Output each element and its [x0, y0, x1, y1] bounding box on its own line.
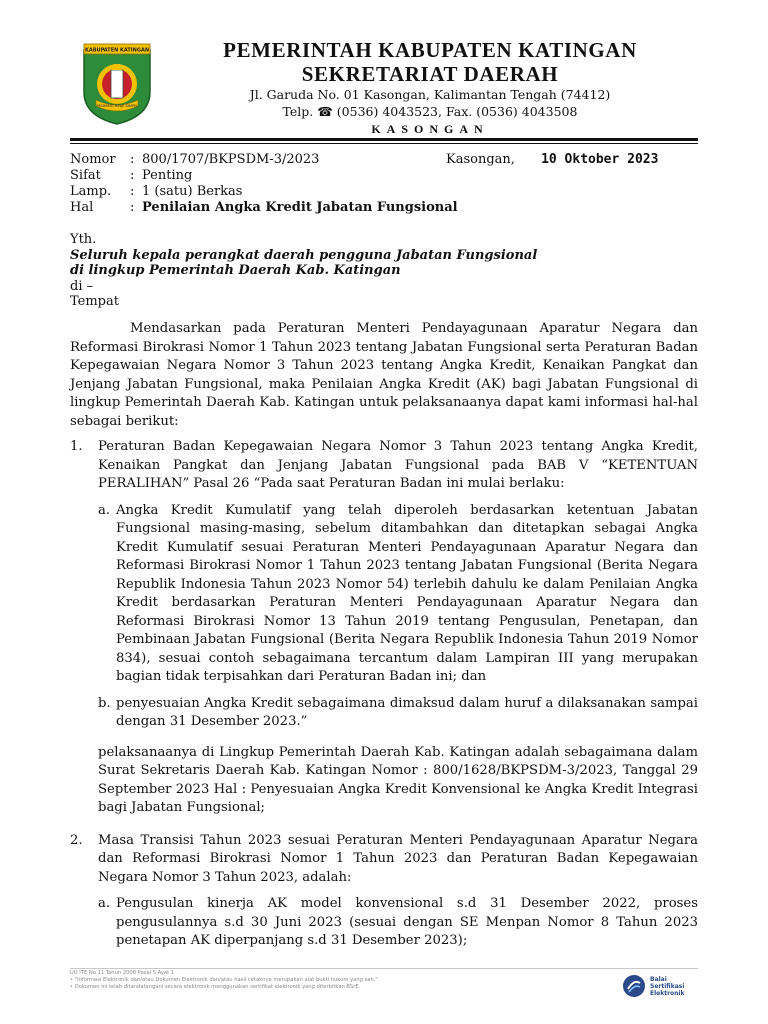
list-item-2: [70, 832, 698, 888]
sublist-item-2a-text: Pengusulan kinerja AK model konvensional s.d 31 Desember 2022, proses pengusulannya s.d 30 Juni 2023 (sesuai dengan SE Menpan Nomor 8 Tahun 2023 penetapan AK diperpanjang s.d 31 Desember 2023);: [116, 896, 698, 948]
list-number: 1.: [70, 439, 83, 454]
list-item-2-text: Masa Transisi Tahun 2023 sesuai Peraturan Menteri Pendayagunaan Aparatur Negara dan Reformasi Birokrasi Nomor 1 Tahun 2023 dan Peraturan Badan Kepegawaian Negara Nomor 3 Tahun 2023, adalah:: [98, 832, 698, 885]
sublist-2: [98, 895, 698, 951]
bse-badge: [622, 974, 684, 998]
footer-note-esign: • Dokumen ini telah ditandatangani secara elektronik menggunakan sertifikat elektronik yang diterbitkan BSrE.: [70, 984, 361, 990]
footer-divider: [70, 968, 698, 969]
meta-row-lampiran: [70, 184, 698, 200]
header-divider-thin: [70, 143, 698, 144]
letter-date: [446, 152, 658, 168]
sifat-value: Penting: [142, 168, 193, 183]
bse-line-2: Sertifikasi: [650, 982, 685, 990]
sublist-letter: a.: [98, 896, 111, 911]
date-place: Kasongan,: [446, 152, 515, 167]
meta-row-sifat: [70, 168, 698, 184]
recipient-di: di –: [70, 278, 94, 294]
lampiran-value: 1 (satu) Berkas: [142, 184, 243, 199]
bse-line-1: Balai: [650, 975, 667, 983]
recipient-place: Tempat: [70, 294, 119, 309]
intro-paragraph: Mendasarkan pada Peraturan Menteri Pendayagunaan Aparatur Negara dan Reformasi Birokrasi Nomor 1 Tahun 2023 tentang Jabatan Fungsional serta Peraturan Badan Kepegawaian Negara Nomor 3 Tahun 2023 tentang Angka Kredit, Kenaikan Pangkat dan Jenjang Jabatan Fungsional, maka Penilaian Angka Kredit (AK) bagi Jabatan Fungsional di lingkup Pemerintah Daerah Kab. Katingan untuk pelaksanaanya dapat kami informasi hal-hal sebagai berikut:: [70, 321, 698, 429]
letterhead: [170, 38, 690, 138]
logo-label: KABUPATEN KATINGAN: [84, 47, 150, 54]
nomor-label: Nomor: [70, 152, 116, 167]
list-item-1: [70, 438, 698, 494]
recipient-line-1: Seluruh kepala perangkat daerah pengguna Jabatan Fungsional: [70, 247, 538, 263]
footer-note-esign-text: Dokumen ini telah ditandatangani secara elektronik menggunakan sertifikat elektronik yang diterbitkan BSrE.: [74, 984, 361, 990]
sublist-item-2a: [98, 895, 698, 951]
footer-note-quote-text: "Informasi Elektronik dan/atau Dokumen Elektronik dan/atau hasil cetaknya merupakan alat bukti hukum yang sah.": [74, 977, 378, 983]
recipient-block: [70, 232, 537, 310]
nomor-value: 800/1707/BKPSDM-3/2023: [142, 152, 320, 167]
sifat-label: Sifat: [70, 168, 101, 183]
government-title: PEMERINTAH KABUPATEN KATINGAN: [223, 38, 637, 62]
colon: :: [130, 168, 135, 183]
recipient-line-2: di lingkup Pemerintah Daerah Kab. Katingan: [70, 263, 401, 278]
sublist-letter: a.: [98, 502, 111, 518]
katingan-regency-emblem: [78, 40, 156, 126]
phone-fax-line: Telp. ☎ (0536) 4043523, Fax. (0536) 4043508: [282, 104, 578, 119]
colon: :: [130, 184, 135, 199]
bse-logo-icon: [622, 974, 646, 998]
letter-body: [70, 320, 698, 951]
secretariat-title: SEKRETARIAT DAERAH: [301, 62, 559, 86]
header-divider-thick: [70, 138, 698, 141]
bse-label: [650, 976, 684, 997]
meta-row-hal: [70, 200, 698, 216]
sublist-item-1a: [98, 502, 698, 687]
yth-label: Yth.: [70, 232, 97, 247]
footer-note-quote: • "Informasi Elektronik dan/atau Dokumen Elektronik dan/atau hasil cetaknya merupakan alat bukti hukum yang sah.": [70, 977, 378, 983]
bse-line-3: Elektronik: [650, 989, 685, 997]
hal-value: Penilaian Angka Kredit Jabatan Fungsional: [142, 200, 458, 215]
address-line: Jl. Garuda No. 01 Kasongan, Kalimantan Tengah (74412): [249, 87, 611, 102]
town-name: KASONGAN: [371, 122, 489, 136]
sublist-letter: b.: [98, 695, 111, 711]
list-item-1-continuation: pelaksanaanya di Lingkup Pemerintah Daerah Kab. Katingan adalah sebagaimana dalam Surat Sekretaris Daerah Kab. Katingan Nomor : 800/1628/BKPSDM-3/2023, Tanggal 29 September 2023 Hal : Penyesuaian Angka Kredit Konvensional ke Angka Kredit Integrasi bagi Jabatan Fungsional;: [98, 744, 698, 815]
sublist-item-1a-text: Angka Kredit Kumulatif yang telah diperoleh berdasarkan ketentuan Jabatan Fungsional masing-masing, sebelum ditambahkan dan ditetapkan sebagai Angka Kredit Kumulatif sesuai Peraturan Menteri Pendayagunaan Aparatur Negara dan Reformasi Birokrasi Nomor 1 Tahun 2023 tentang Jabatan Fungsional (Berita Negara Republik Indonesia Tahun 2023 Nomor 54) terlebih dahulu ke dalam Penilaian Angka Kredit berdasarkan Peraturan Menteri Pendayagunaan Aparatur Negara dan Reformasi Birokrasi Nomor 13 Tahun 2019 tentang Pengusulan, Penetapan, dan Pembinaan Jabatan Fungsional (Berita Negara Republik Indonesia Tahun 2019 Nomor 834), sesuai contoh sebagaimana tercantum dalam Lampiran III yang merupakan bagian tidak terpisahkan dari Peraturan Badan ini; dan: [116, 502, 698, 684]
colon: :: [130, 200, 135, 215]
logo-motto: PENYANG HINJE SIMPEI: [96, 104, 138, 108]
sublist-item-1b: [98, 695, 698, 732]
footer-note-law: UU ITE No 11 Tahun 2008 Pasal 5 Ayat 1: [70, 970, 175, 976]
lampiran-label: Lamp.: [70, 184, 112, 199]
sublist-1: [98, 502, 698, 732]
sublist-item-1b-text: penyesuaian Angka Kredit sebagaimana dimaksud dalam huruf a dilaksanakan sampai dengan 31 Desember 2023.”: [116, 695, 698, 729]
colon: :: [130, 152, 135, 167]
list-item-1-text: Peraturan Badan Kepegawaian Negara Nomor 3 Tahun 2023 tentang Angka Kredit, Kenaikan Pangkat dan Jenjang Jabatan Fungsional pada BAB V “KETENTUAN PERALIHAN” Pasal 26 “Pada saat Peraturan Badan ini mulai berlaku:: [98, 439, 698, 491]
footer-notes: [70, 970, 590, 991]
letter-meta: [70, 152, 698, 216]
date-value: 10 Oktober 2023: [541, 152, 659, 167]
list-number: 2.: [70, 832, 83, 848]
hal-label: Hal: [70, 200, 94, 215]
